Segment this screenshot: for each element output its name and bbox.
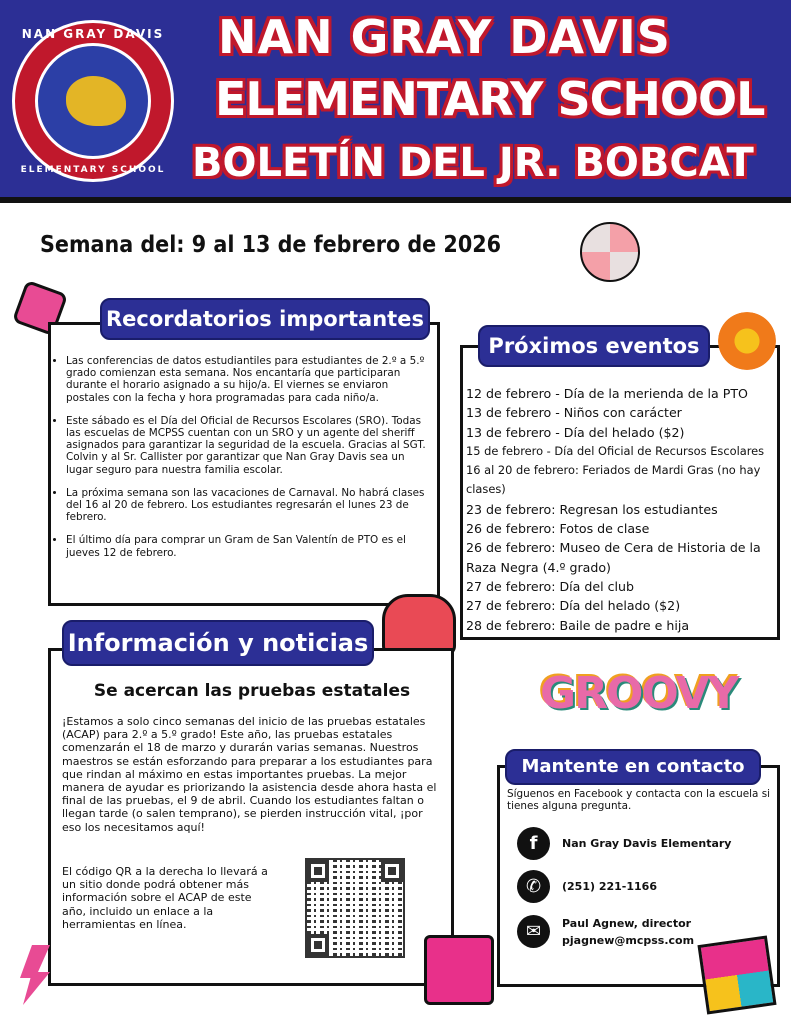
title-line-1: NAN GRAY DAVIS — [218, 10, 671, 64]
week-label: Semana del: 9 al 13 de febrero de 2026 — [40, 232, 502, 258]
header-banner — [0, 0, 791, 203]
flower-icon — [718, 312, 776, 370]
lightning-icon — [20, 945, 50, 1005]
rubiks-cube-icon — [697, 935, 776, 1014]
event-item: 26 de febrero: Museo de Cera de Historia de la Raza Negra (4.º grado) — [466, 540, 761, 575]
facebook-label: Nan Gray Davis Elementary — [562, 837, 732, 850]
event-item: 27 de febrero: Día del helado ($2) — [466, 598, 681, 614]
boombox-icon — [424, 935, 494, 1005]
facebook-icon: f — [517, 827, 550, 860]
groovy-wordart: GROOVY — [540, 668, 738, 719]
reminder-item: • Este sábado es el Día del Oficial de Recursos Escolares (SRO). Todas las escuelas de MCPSS cuentan con un SRO y un agente del sheriff asignados para garantizar la seguridad de la escuela. Gracias al SGT. Colvin y al Sr. Callister por garantizar que Nan Gray Davis sea un lugar seguro para nuestra familia escolar. — [66, 415, 432, 476]
event-item: 12 de febrero - Día de la merienda de la PTO — [466, 386, 748, 401]
qr-code[interactable] — [305, 858, 405, 958]
bobcat-mascot-icon — [66, 76, 126, 126]
event-item: 15 de febrero - Día del Oficial de Recursos Escolares — [466, 443, 765, 458]
reminders-title: Recordatorios importantes — [100, 298, 430, 340]
phone-link[interactable] — [517, 870, 657, 903]
reminder-item: • La próxima semana son las vacaciones de Carnaval. No habrá clases del 16 al 20 de febrero. Los estudiantes regresarán el lunes 23 de febrero. — [66, 487, 432, 524]
phone-icon: ✆ — [517, 870, 550, 903]
facebook-link[interactable] — [517, 827, 731, 860]
events-title: Próximos eventos — [478, 325, 710, 367]
mail-icon: ✉ — [517, 915, 550, 948]
qr-description: El código QR a la derecha lo llevará a un sitio donde podrá obtener más información sobre el ACAP de este año, incluido un enlace a la herramientas en línea. — [62, 865, 268, 931]
info-title: Información y noticias — [62, 620, 374, 666]
event-item: 16 al 20 de febrero: Feriados de Mardi Gras (no hay clases) — [466, 463, 761, 497]
school-logo — [12, 20, 174, 182]
events-list — [466, 384, 776, 635]
email-link[interactable] — [517, 915, 694, 948]
event-item: 23 de febrero: Regresan los estudiantes — [466, 501, 718, 517]
contact-intro: Síguenos en Facebook y contacta con la escuela si tienes alguna pregunta. — [507, 788, 770, 812]
phone-number: (251) 221-1166 — [562, 880, 657, 893]
title-line-2: ELEMENTARY SCHOOL — [215, 72, 765, 126]
director-name: Paul Agnew, director — [562, 916, 692, 930]
title-line-3: BOLETÍN DEL JR. BOBCAT — [192, 140, 754, 186]
reminder-item: • El último día para comprar un Gram de San Valentín de PTO es el jueves 12 de febrero. — [66, 534, 432, 558]
contact-title: Mantente en contacto — [505, 749, 761, 785]
van-icon — [382, 594, 456, 656]
info-paragraph: ¡Estamos a solo cinco semanas del inicio de las pruebas estatales (ACAP) para 2.º a 5.º grado! Este año, las pruebas estatales comenzarán el 18 de marzo y durarán varias semanas. Nuestros maestros se están esforzando para preparar a los estudiantes para que rindan al máximo en estas importantes pruebas. La mejor manera de ayudar es priorizando la asistencia desde ahora hasta el final de las pruebas, el 9 de abril. Cuando los estudiantes faltan o llegan tarde (o salen temprano), se pierden instrucción vital, ¡por eso los necesitamos aquí! — [62, 715, 437, 834]
info-subtitle: Se acercan las pruebas estatales — [93, 681, 411, 701]
disco-ball-character-icon — [580, 222, 640, 282]
event-item: 13 de febrero - Niños con carácter — [466, 405, 682, 421]
event-item: 28 de febrero: Baile de padre e hija — [466, 617, 690, 633]
event-item: 27 de febrero: Día del club — [466, 578, 635, 594]
event-item: 26 de febrero: Fotos de clase — [466, 521, 650, 537]
logo-text-bottom: ELEMENTARY SCHOOL — [20, 165, 166, 175]
reminder-item: • Las conferencias de datos estudiantiles para estudiantes de 2.º a 5.º grado comienzan esta semana. Nos encantaría que participaran durante el horario asignado a su hijo/a. El viernes se enviaron postales con la fecha y hora programadas para cada niño/a. — [66, 355, 432, 404]
email-address: pjagnew@mcpss.com — [562, 933, 695, 947]
reminders-list — [52, 355, 432, 570]
event-item: 13 de febrero - Día del helado ($2) — [466, 424, 685, 440]
logo-text-top: NAN GRAY DAVIS — [21, 27, 165, 41]
